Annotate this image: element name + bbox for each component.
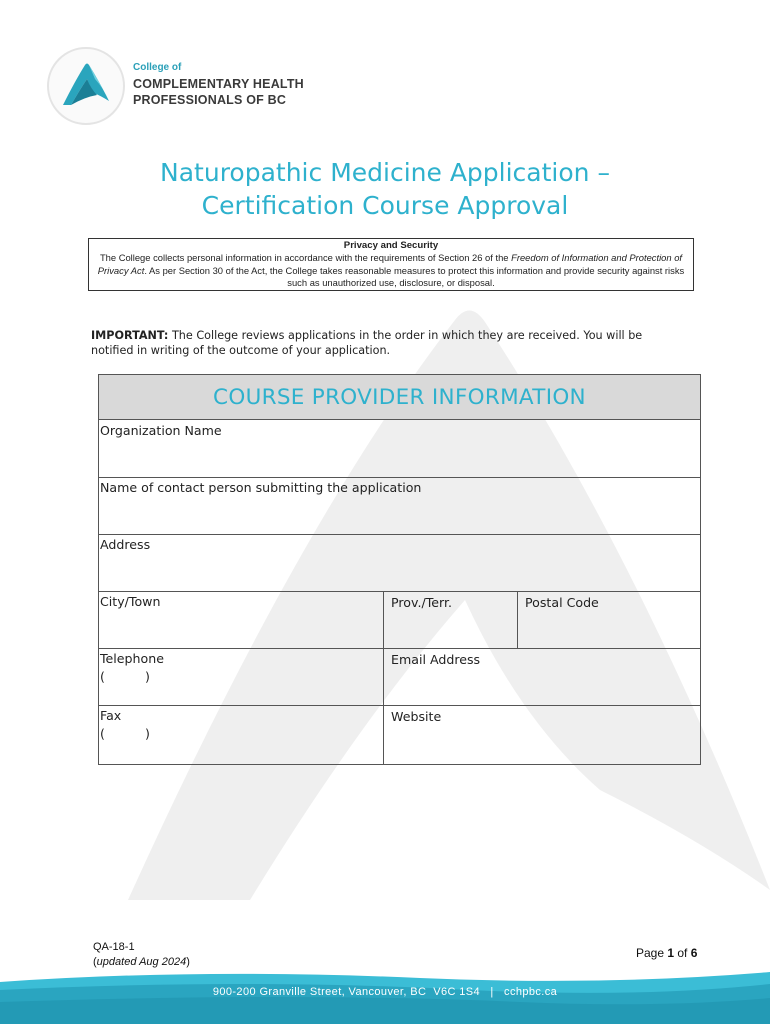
title-line-2: Certification Course Approval — [201, 191, 569, 220]
important-text: The College reviews applications in the order in which they are received. You will be notified in writing of the outcome of your application. — [91, 329, 643, 357]
form-code — [93, 940, 190, 970]
fax-field[interactable] — [98, 705, 384, 765]
email-address-field[interactable] — [383, 648, 701, 706]
fax-area-code: ( ) — [100, 726, 150, 741]
privacy-notice — [88, 238, 694, 291]
form-code-number: QA-18-1 — [93, 941, 135, 953]
organization-name-field[interactable] — [98, 420, 701, 478]
important-note — [91, 328, 651, 358]
city-town-field[interactable] — [98, 591, 384, 649]
mountain-logo-icon — [49, 49, 123, 123]
logo-line-3: PROFESSIONALS OF BC — [133, 93, 287, 107]
telephone-field[interactable] — [98, 648, 384, 706]
organization-name-label: Organization Name — [100, 423, 222, 438]
footer-address: 900-200 Granville Street, Vancouver, BC V6C 1S4 | cchpbc.ca — [212, 986, 558, 998]
privacy-text-a: The College collects personal information in accordance with the requirements of Section 26 of the — [99, 252, 512, 264]
section-header: COURSE PROVIDER INFORMATION — [98, 374, 701, 420]
postal-code-field[interactable] — [517, 591, 701, 649]
website-field[interactable] — [383, 705, 701, 765]
page-total: 6 — [690, 946, 698, 960]
city-town-label: City/Town — [100, 594, 161, 609]
title-line-1: Naturopathic Medicine Application – — [160, 158, 610, 187]
prov-terr-field[interactable] — [383, 591, 518, 649]
college-logo — [47, 47, 125, 125]
privacy-text-b: . As per Section 30 of the Act, the College takes reasonable measures to protect this information and provide security against risks such as unauthorized use, disclosure, or disposal. — [144, 264, 685, 289]
privacy-text — [97, 252, 685, 289]
form-updated-date: (updated Aug 2024) — [93, 956, 190, 968]
page-of: of — [674, 946, 691, 960]
important-label: IMPORTANT: — [91, 329, 169, 342]
course-provider-form — [98, 374, 701, 765]
fax-label: Fax — [100, 708, 122, 723]
website-label: Website — [391, 709, 442, 724]
telephone-area-code: ( ) — [100, 669, 150, 684]
logo-line-1: College of — [133, 62, 182, 73]
college-name — [133, 62, 304, 108]
page-current: 1 — [667, 946, 675, 960]
prov-terr-label: Prov./Terr. — [391, 595, 452, 610]
address-label: Address — [100, 537, 151, 552]
logo-line-2: COMPLEMENTARY HEALTH — [133, 77, 304, 91]
telephone-label: Telephone — [100, 651, 164, 666]
address-field[interactable] — [98, 534, 701, 592]
postal-code-label: Postal Code — [525, 595, 599, 610]
form-updated-text: updated Aug 2024 — [96, 956, 187, 968]
contact-person-label: Name of contact person submitting the application — [100, 480, 422, 495]
contact-person-field[interactable] — [98, 477, 701, 535]
privacy-heading: Privacy and Security — [343, 240, 439, 251]
page-title — [80, 156, 690, 222]
page-prefix: Page — [636, 946, 668, 960]
email-address-label: Email Address — [391, 652, 481, 667]
privacy-act-name: Freedom of Information and Protection of Privacy Act — [97, 252, 683, 276]
page-number — [636, 946, 697, 960]
